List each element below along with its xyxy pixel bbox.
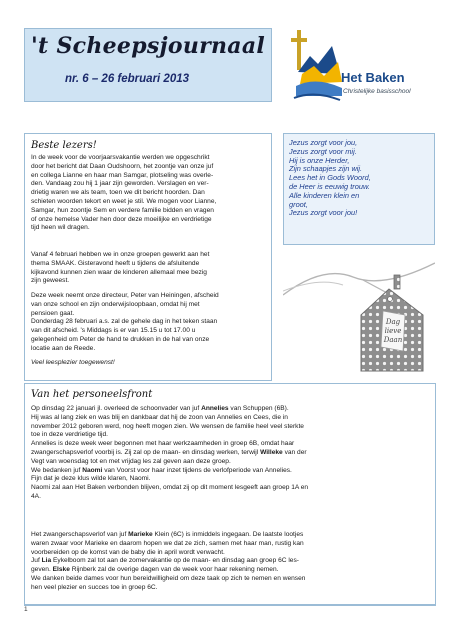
beste-lezers-paragraph-2: Vanaf 4 februari hebben we in onze groepen gewerkt aan het thema SMAAK. Gisteravond heeft u tijdens de afsluitende kijkavond kunnen zien waar de kinderen allemaal mee bezig zijn geweest. bbox=[31, 251, 210, 285]
beste-lezers-box bbox=[24, 133, 272, 381]
house-tag-image bbox=[283, 255, 435, 380]
poem-text: Jezus zorgt voor jou, Jezus zorgt voor mij. Hij is onze Herder, Zijn schaapjes zijn wij. Lees het in Gods Woord, de Heer is eeuwig trouw. Alle kinderen klein en groot, Jezus zorgt voor jou! bbox=[289, 138, 371, 218]
logo-subtitle: Christelijke basisschool bbox=[343, 88, 411, 95]
poem-box bbox=[283, 133, 435, 245]
cross-lighthouse-icon bbox=[288, 26, 344, 106]
beste-lezers-heading: Beste lezers! bbox=[31, 140, 97, 151]
beste-lezers-paragraph-1: In de week voor de voorjaarsvakantie werden we opgeschrikt door het bericht dat Daan Oudshoorn, het zoontje van onze juf en collega Lianne en haar man Samgar, plotseling was overle- den. Vandaag zou hij 1 jaar zijn geworden. Verslagen en ver- drietig waren we als team, toen we dit bericht hoorden. Dan schieten woorden tekort en weet je stil. We mogen voor Lianne, Samgar, hun zoontje Sem en verdere familie bidden en vragen of onze hemelse Vader hen door deze moeilijke en verdrietige tijd heen wil dragen. bbox=[31, 154, 217, 232]
masthead bbox=[24, 28, 272, 102]
personeelsfront-paragraph-1: Op dinsdag 22 januari jl. overleed de schoonvader van juf Annelies van Schuppen (6B). Hij was al lang ziek en was blij en dankbaar dat hij de zoon van Annelies en Cees, die in november 2012 geboren werd, nog heeft mogen zien. We wensen de familie heel veel sterkte toe in deze verdrietige tijd. Annelies is deze week weer begonnen met haar werkzaamheden in groep 6B, omdat haar zwangerschapsverlof voorbij is. Zij zal op de maan- en dinsdag werken, terwijl Willeke van der Vegt van woensdag tot en met vrijdag les zal geven aan deze groep. We bedanken juf Naomi van Voorst voor haar inzet tijdens de verlofperiode van Annelies. Fijn dat je deze klus wilde klaren, Naomi. Naomi zal aan Het Baken verbonden blijven, omdat zij op dit moment lesgeeft aan groep 1A en 4A. bbox=[31, 405, 309, 500]
tag-line-2: lieve bbox=[384, 327, 402, 335]
beste-lezers-paragraph-3: Deze week neemt onze directeur, Peter van Heiningen, afscheid van onze school en zijn onderwijsloopbaan, omdat hij met pensioen gaat. Donderdag 28 februari a.s. zal de gehele dag in het teken staan van dit afscheid. 's Middags is er van 15.15 u tot 17.00 u gelegenheid om Peter de hand te drukken in de hal van onze locatie aan de Reede. bbox=[31, 292, 219, 352]
issue-line: nr. 6 – 26 februari 2013 bbox=[65, 73, 190, 85]
tag-line-3: Daan bbox=[383, 336, 403, 344]
personeelsfront-box bbox=[24, 383, 436, 605]
closing-line: Veel leesplezier toegewenst! bbox=[31, 359, 115, 366]
footer-rule bbox=[24, 605, 436, 606]
page-number: 1 bbox=[24, 606, 28, 613]
personeelsfront-paragraph-2: Het zwangerschapsverlof van juf Marieke Klein (6C) is inmiddels ingegaan. De laatste lootjes waren zwaar voor Marieke en daarom hopen we dat ze zich, samen met haar man, rustig kan voorbereiden op de komst van de baby die in april wordt verwacht. Juf Lia Eykelboom zal tot aan de zomervakantie op de maan- en dinsdag aan groep 6C les- geven. Elske Rijnberk zal de overige dagen van de week voor haar rekening nemen. We danken beide dames voor hun bereidwilligheid om deze taak op zich te nemen en wensen hen veel plezier en succes toe in groep 6C. bbox=[31, 531, 306, 591]
school-logo bbox=[285, 24, 435, 108]
personeelsfront-heading: Van het personeelsfront bbox=[31, 389, 153, 400]
memorial-tag-photo bbox=[283, 255, 435, 380]
newsletter-title: 't Scheepsjournaal bbox=[31, 33, 266, 59]
tag-line-1: Dag bbox=[385, 318, 401, 326]
logo-name: Het Baken bbox=[341, 70, 405, 85]
